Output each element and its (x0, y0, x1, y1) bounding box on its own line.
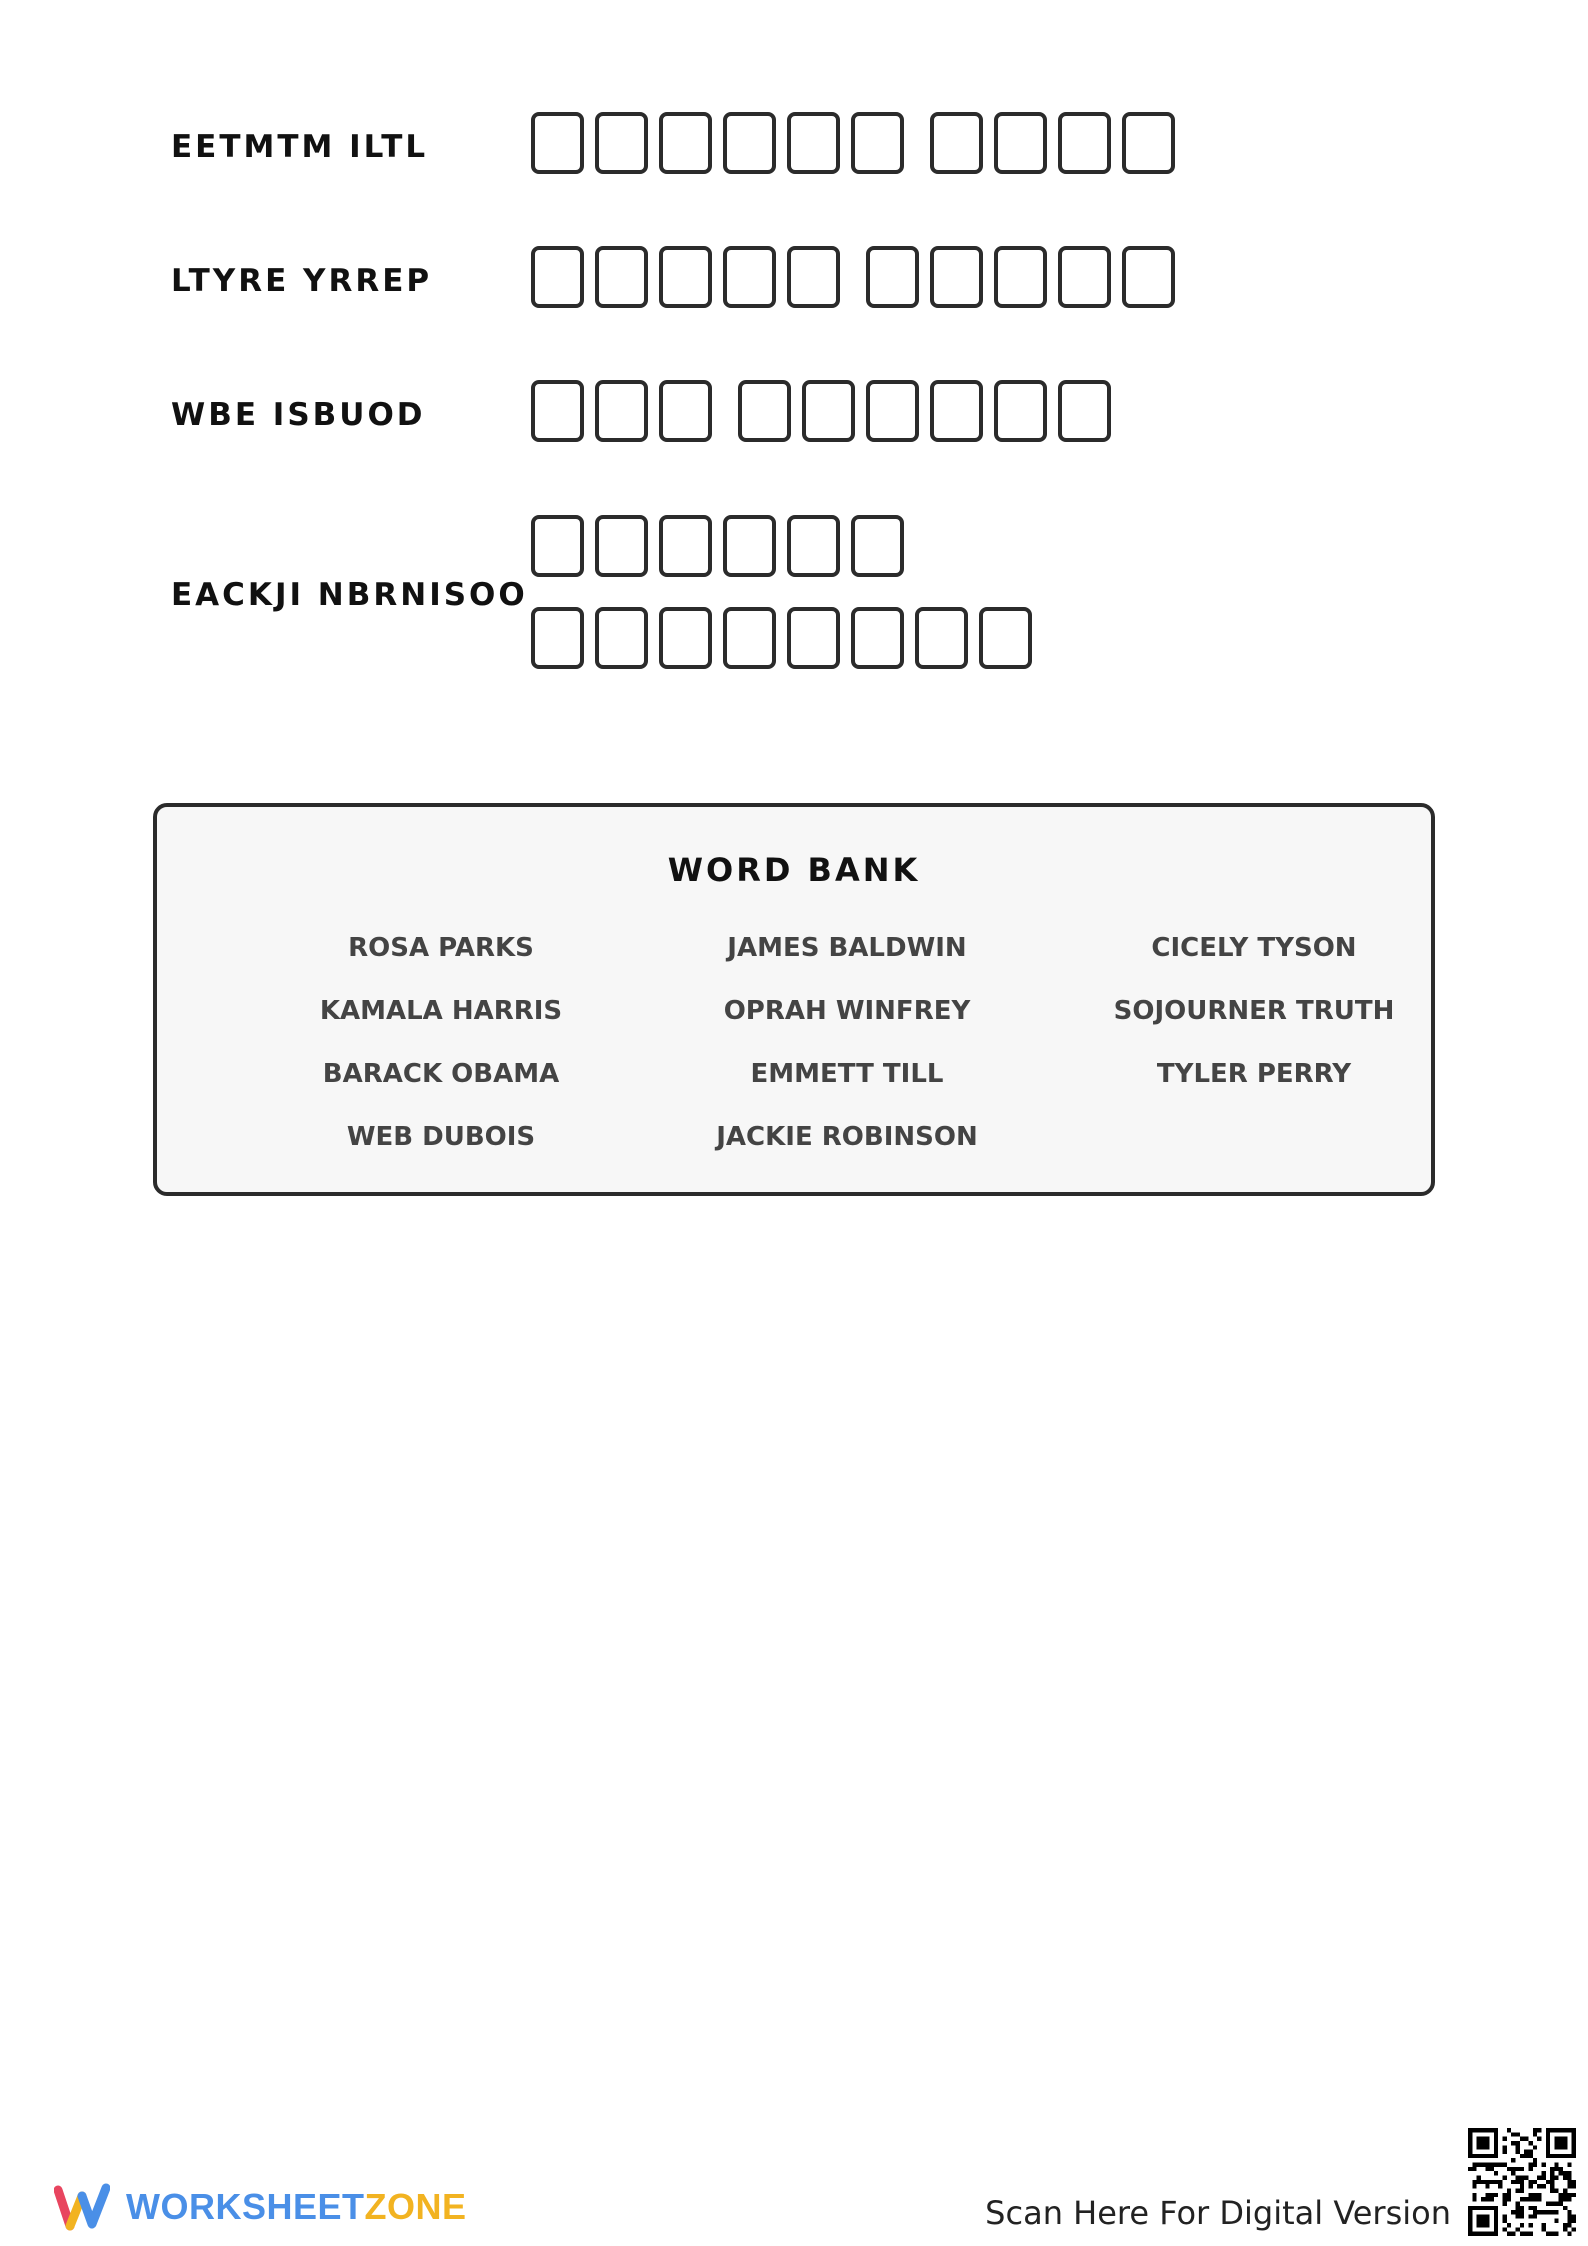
letter-box[interactable] (994, 380, 1047, 442)
letter-box[interactable] (915, 607, 968, 669)
word-bank-item: WEB DUBOIS (346, 1122, 536, 1152)
word-gap (915, 112, 930, 174)
letter-box[interactable] (738, 380, 791, 442)
answer-boxes[interactable] (531, 380, 1122, 442)
letter-box[interactable] (659, 246, 712, 308)
word-bank-item: SOJOURNER TRUTH (1113, 996, 1395, 1026)
logo-wordmark-part2: ZONE (364, 2186, 467, 2227)
letter-box[interactable] (802, 380, 855, 442)
word-gap (851, 246, 866, 308)
letter-box[interactable] (659, 112, 712, 174)
letter-box[interactable] (1122, 246, 1175, 308)
worksheetzone-logo (54, 2182, 467, 2232)
letter-box[interactable] (979, 607, 1032, 669)
word-bank-item: EMMETT TILL (750, 1059, 944, 1089)
answer-boxes[interactable] (531, 246, 1186, 308)
letter-box[interactable] (1058, 380, 1111, 442)
letter-box[interactable] (659, 607, 712, 669)
letter-box[interactable] (723, 246, 776, 308)
scrambled-word: WBE ISBUOD (171, 397, 426, 433)
letter-box[interactable] (994, 246, 1047, 308)
letter-box[interactable] (595, 380, 648, 442)
qr-code-icon[interactable] (1468, 2128, 1576, 2236)
letter-box[interactable] (531, 380, 584, 442)
letter-box[interactable] (787, 112, 840, 174)
word-bank-item: CICELY TYSON (1151, 933, 1357, 963)
answer-boxes[interactable] (531, 515, 915, 577)
letter-box[interactable] (595, 515, 648, 577)
letter-box[interactable] (866, 246, 919, 308)
letter-box[interactable] (787, 515, 840, 577)
letter-box[interactable] (723, 112, 776, 174)
answer-boxes[interactable] (531, 112, 1186, 174)
word-bank-item: ROSA PARKS (348, 933, 534, 963)
logo-wordmark-part1: WORKSHEET (126, 2186, 365, 2227)
letter-box[interactable] (659, 380, 712, 442)
word-bank-item: BARACK OBAMA (322, 1059, 560, 1089)
scrambled-word: EACKJI NBRNISOO (171, 577, 528, 613)
word-bank (153, 803, 1435, 1196)
scrambled-word: LTYRE YRREP (171, 263, 433, 299)
worksheetzone-w-icon (54, 2182, 110, 2232)
letter-box[interactable] (531, 112, 584, 174)
letter-box[interactable] (994, 112, 1047, 174)
logo-wordmark (126, 2186, 467, 2228)
letter-box[interactable] (531, 607, 584, 669)
letter-box[interactable] (595, 607, 648, 669)
word-bank-item: OPRAH WINFREY (723, 996, 971, 1026)
letter-box[interactable] (787, 246, 840, 308)
letter-box[interactable] (866, 380, 919, 442)
word-bank-item: JACKIE ROBINSON (716, 1122, 978, 1152)
letter-box[interactable] (595, 112, 648, 174)
letter-box[interactable] (851, 607, 904, 669)
letter-box[interactable] (851, 112, 904, 174)
word-bank-item: JAMES BALDWIN (727, 933, 967, 963)
letter-box[interactable] (723, 515, 776, 577)
word-bank-item: KAMALA HARRIS (319, 996, 563, 1026)
letter-box[interactable] (930, 112, 983, 174)
letter-box[interactable] (851, 515, 904, 577)
word-bank-item: TYLER PERRY (1156, 1059, 1352, 1089)
letter-box[interactable] (1122, 112, 1175, 174)
letter-box[interactable] (1058, 246, 1111, 308)
letter-box[interactable] (723, 607, 776, 669)
letter-box[interactable] (531, 246, 584, 308)
letter-box[interactable] (531, 515, 584, 577)
letter-box[interactable] (595, 246, 648, 308)
word-bank-title: WORD BANK (667, 851, 921, 889)
word-gap (723, 380, 738, 442)
letter-box[interactable] (930, 380, 983, 442)
letter-box[interactable] (787, 607, 840, 669)
letter-box[interactable] (1058, 112, 1111, 174)
letter-box[interactable] (930, 246, 983, 308)
scrambled-word: EETMTM ILTL (171, 129, 429, 165)
answer-boxes[interactable] (531, 607, 1043, 669)
letter-box[interactable] (659, 515, 712, 577)
scan-instruction: Scan Here For Digital Version (985, 2194, 1451, 2232)
